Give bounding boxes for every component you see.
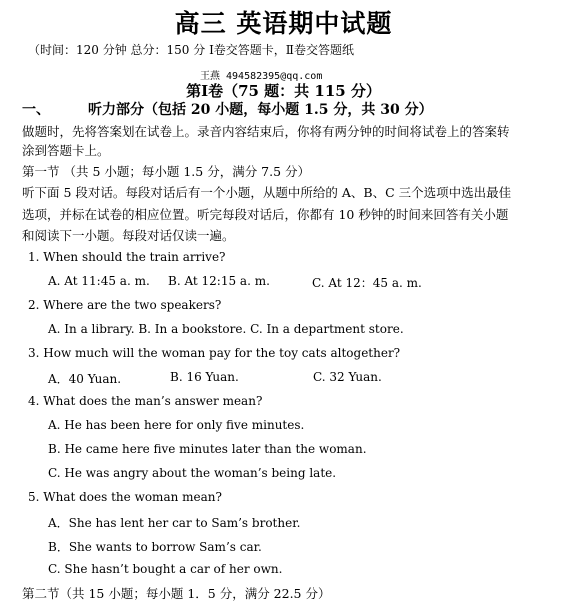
option-5a: A．She has lent her car to Sam’s brother. xyxy=(48,516,301,530)
question-2: 2. Where are the two speakers? xyxy=(28,298,222,312)
exam-title: 高三 英语期中试题 xyxy=(174,9,393,38)
section-number: 一、 xyxy=(22,102,50,118)
part-title: 第Ⅰ卷（75 题：共 115 分） xyxy=(186,82,381,100)
part1-directions-line: 和阅读下一小题。每段对话仅读一遍。 xyxy=(22,228,235,243)
option-4b: B. He came here five minutes later than the woman. xyxy=(48,442,367,456)
instruction-line: 涂到答题卡上。 xyxy=(22,143,110,158)
question-3: 3. How much will the woman pay for the toy cats altogether? xyxy=(28,346,401,360)
option-4a: A. He has been here for only five minutes. xyxy=(48,418,305,432)
option-3a: A．40 Yuan. xyxy=(48,372,122,386)
instruction-line: 做题时，先将答案划在试卷上。录音内容结束后，你将有两分钟的时间将试卷上的答案转 xyxy=(22,124,510,139)
option-3b: B. 16 Yuan. xyxy=(170,370,239,384)
author-contact: 王燕 494582395@qq.com xyxy=(200,71,323,82)
part1-directions-line: 听下面 5 段对话。每段对话后有一个小题，从题中所给的 A、B、C 三个选项中选出最佳 xyxy=(22,185,512,200)
question-1: 1. When should the train arrive? xyxy=(28,250,226,264)
option-3c: C. 32 Yuan. xyxy=(313,370,382,384)
option-5c: C. She hasn’t bought a car of her own. xyxy=(48,562,283,576)
question-4: 4. What does the man’s answer mean? xyxy=(28,394,263,408)
question-5: 5. What does the woman mean? xyxy=(28,490,222,504)
option-5b: B．She wants to borrow Sam’s car. xyxy=(48,540,262,554)
section-title: 听力部分（包括 20 小题，每小题 1.5 分，共 30 分） xyxy=(88,102,433,118)
part2-heading: 第二节（共 15 小题；每小题 1．5 分，满分 22.5 分） xyxy=(22,586,331,601)
option-1b: B. At 12:15 a. m. xyxy=(168,274,270,288)
part1-directions-line: 选项，并标在试卷的相应位置。听完每段对话后，你都有 10 秒钟的时间来回答有关小题 xyxy=(22,207,509,222)
exam-subtitle: （时间：120 分钟 总分：150 分 Ⅰ卷交答题卡，Ⅱ卷交答题纸 xyxy=(28,43,354,57)
option-4c: C. He was angry about the woman’s being late. xyxy=(48,466,337,480)
part1-heading: 第一节 （共 5 小题；每小题 1.5 分，满分 7.5 分） xyxy=(22,164,311,179)
option-2-all: A. In a library. B. In a bookstore. C. In a department store. xyxy=(48,322,404,336)
option-1c: C. At 12：45 a. m. xyxy=(312,276,422,290)
option-1a: A. At 11:45 a. m. xyxy=(48,274,150,288)
